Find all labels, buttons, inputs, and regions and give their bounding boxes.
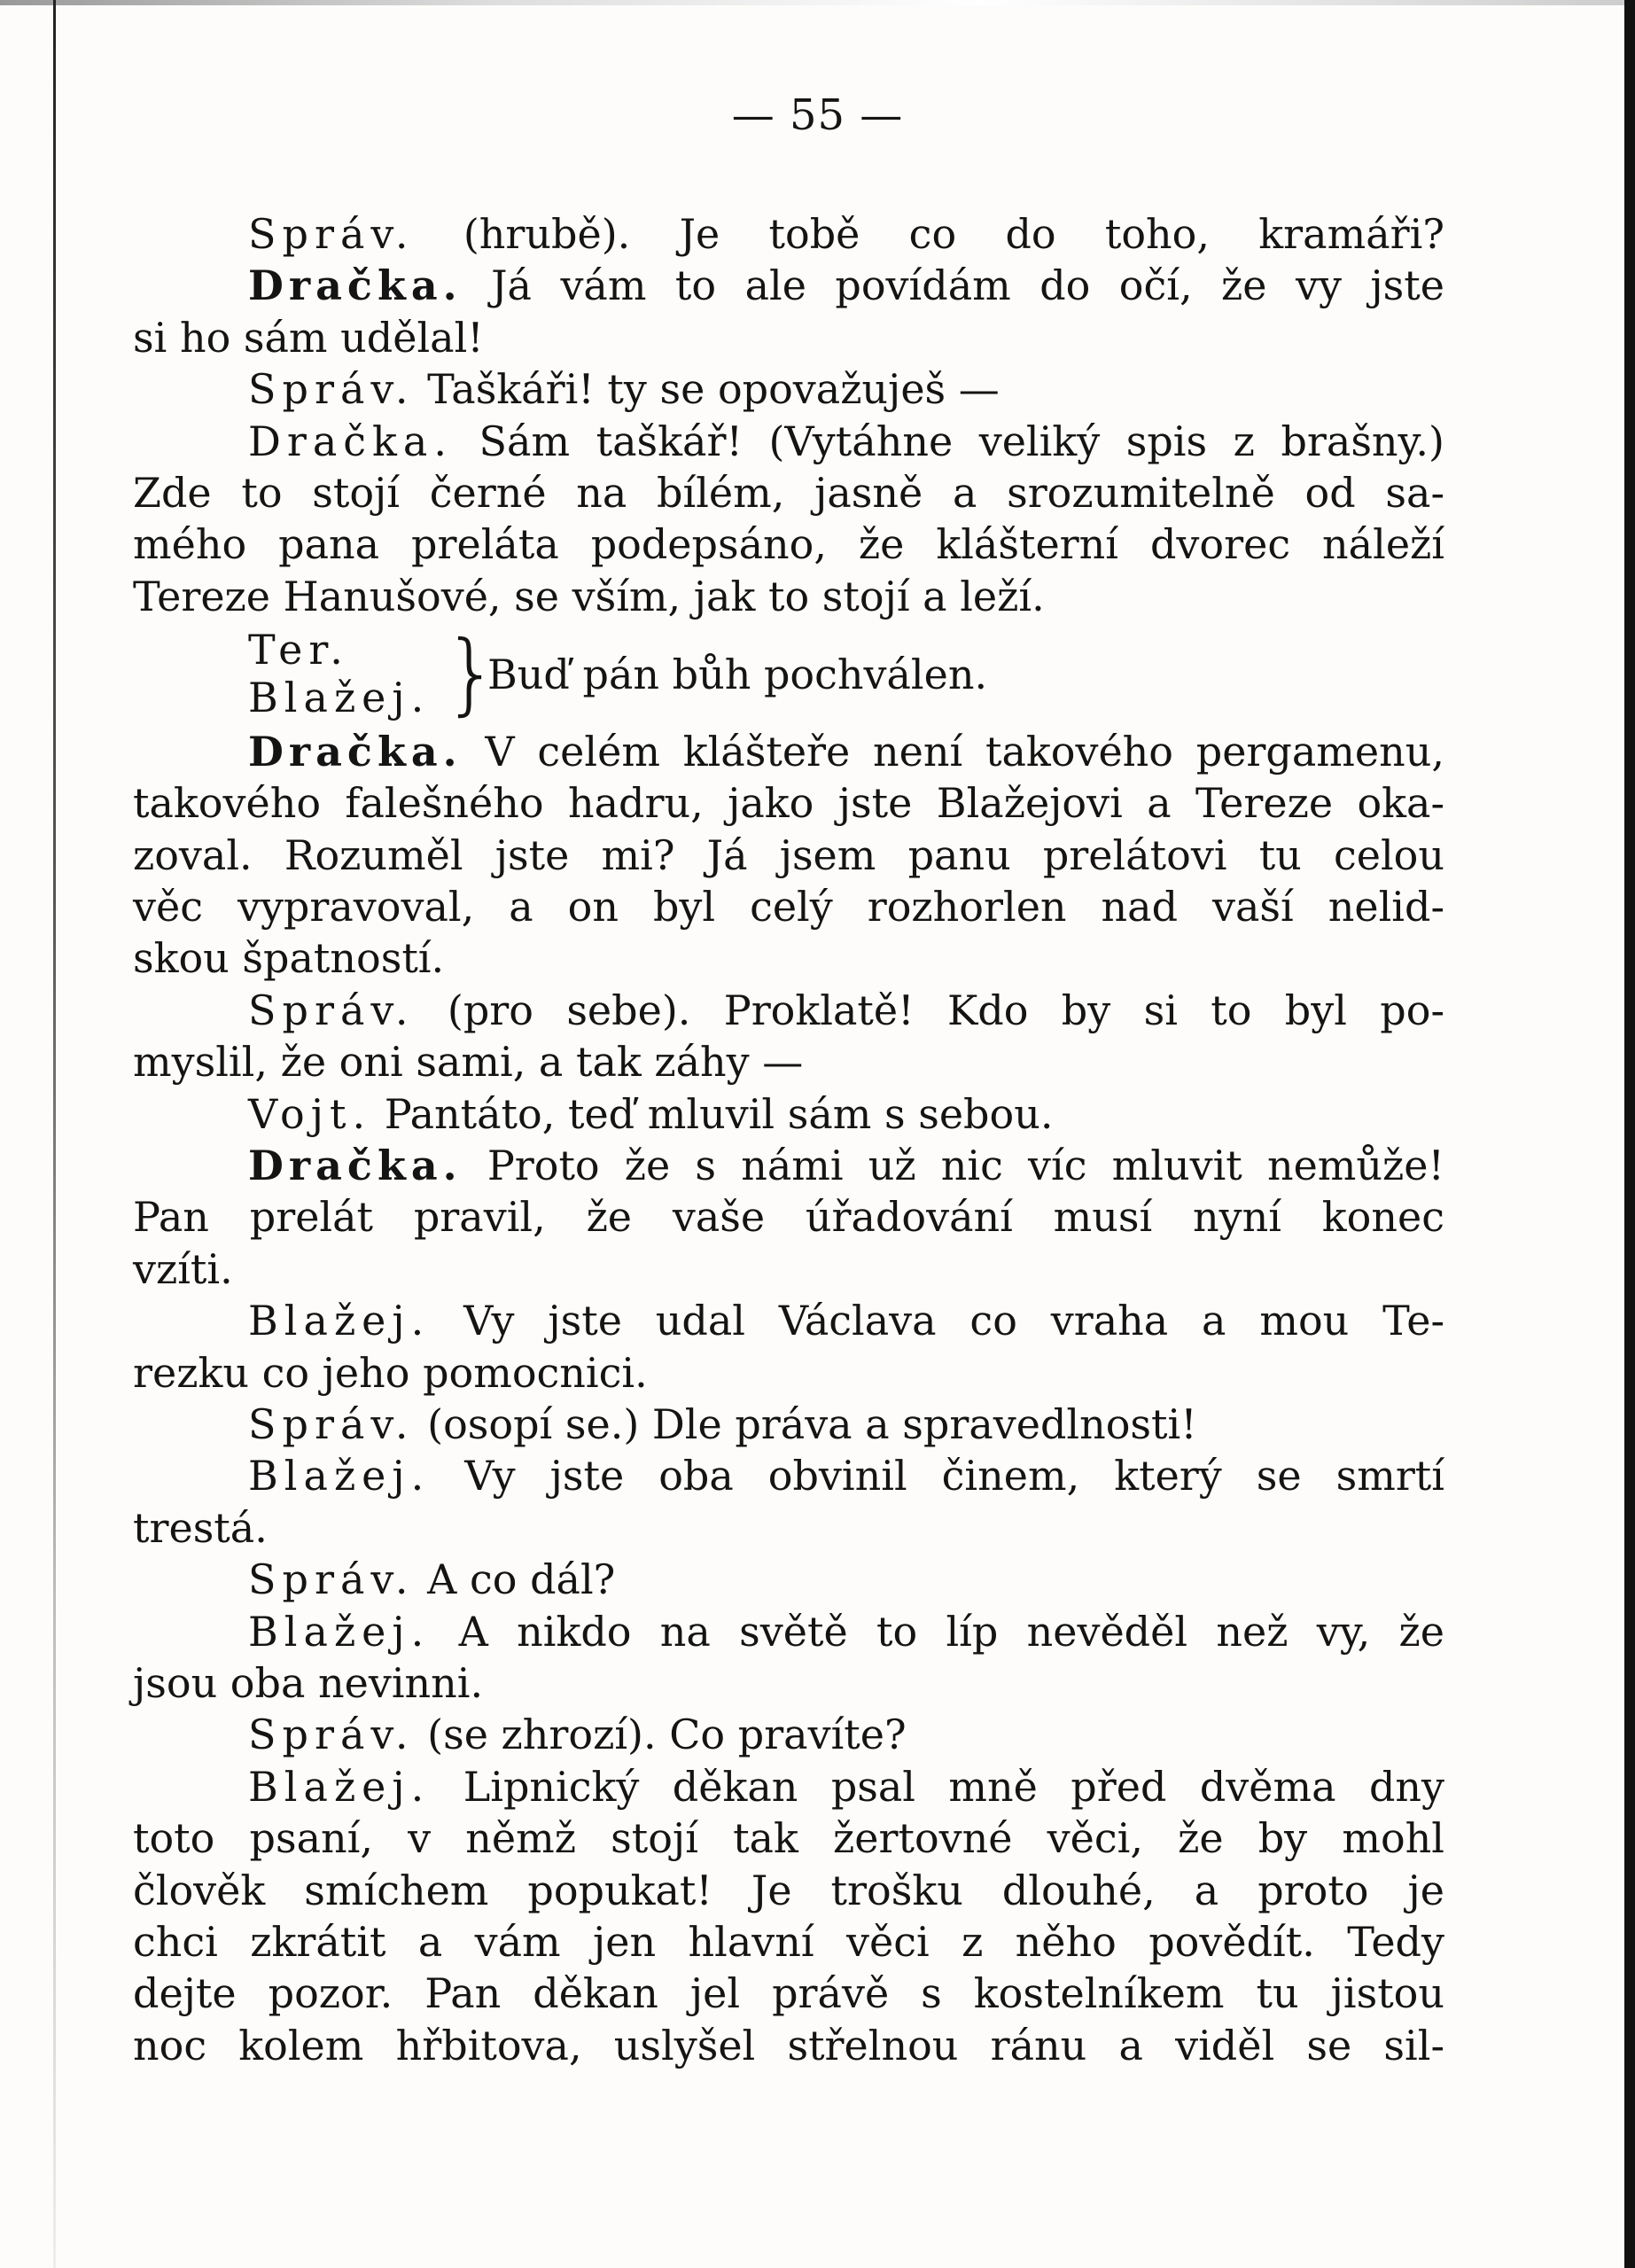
text-line: skou špatností. — [133, 934, 445, 983]
text-line: trestá. — [133, 1503, 268, 1552]
text-line: Vojt. Pantáto, teď mluvil sám s sebou. — [248, 1089, 1054, 1138]
text-line: Zde to stojí černé na bílém, jasně a srozumitelně od sa- — [133, 468, 1444, 517]
page-left-edge — [53, 0, 56, 2268]
text-line: Blažej. Vy jste oba obvinil činem, který se smrtí — [248, 1452, 1445, 1500]
text-line: Dračka. Sám taškář! (Vytáhne veliký spis z brašny.) — [248, 417, 1444, 465]
page-number: — 55 — — [731, 90, 904, 140]
text-line: mého pana preláta podepsáno, že klášterní dvorec náleží — [133, 520, 1444, 569]
text-line: Správ. (osopí se.) Dle práva a spravedlnosti! — [248, 1400, 1197, 1448]
text-line: Správ. Taškáři! ty se opovažuješ — — [248, 365, 1000, 414]
text-line: jsou oba nevinni. — [133, 1658, 484, 1707]
text-line: noc kolem hřbitova, uslyšel střelnou ránu a viděl se sil- — [133, 2021, 1444, 2069]
joint-line: Buď pán bůh pochválen. — [487, 651, 988, 699]
text-line: věc vypravoval, a on byl celý rozhorlen nad vaší nelid- — [133, 883, 1444, 931]
speaker-name: Ter. — [248, 626, 349, 674]
text-line: vzíti. — [133, 1244, 233, 1293]
text-line: člověk smíchem popukat! Je trošku dlouhé, a proto je — [133, 1866, 1444, 1914]
page-right-edge — [1624, 0, 1635, 2268]
text-line: Pan prelát pravil, že vaše úřadování musí nyní konec — [133, 1193, 1444, 1242]
text-line: si ho sám udělal! — [133, 313, 484, 362]
text-line: Blažej. A nikdo na světě to líp nevěděl než vy, že — [248, 1607, 1445, 1656]
text-line: Tereze Hanušové, se vším, jak to stojí a leží. — [133, 572, 1045, 620]
brace-symbol: } — [443, 621, 500, 726]
text-line: Správ. (pro sebe). Proklatě! Kdo by si to byl po- — [248, 986, 1444, 1034]
joint-speakers — [133, 622, 1444, 726]
page-body — [133, 208, 1444, 2071]
speaker-name: Blažej. — [248, 674, 431, 722]
text-line: Správ. A co dál? — [248, 1555, 616, 1604]
text-line: Dračka. Proto že s námi už nic víc mluvit nemůže! — [248, 1142, 1444, 1190]
text-line: zoval. Rozuměl jste mi? Já jsem panu prelátovi tu celou — [133, 830, 1444, 879]
text-line: Blažej. Lipnický děkan psal mně před dvěma dny — [248, 1762, 1445, 1811]
text-line: Správ. (hrubě). Je tobě co do toho, kramáři? — [248, 210, 1444, 258]
text-line: takového falešného hadru, jako jste Blažejovi a Tereze oka- — [133, 779, 1444, 828]
text-line: Dračka. V celém klášteře není takového pergamenu, — [248, 727, 1444, 775]
text-line: myslil, že oni sami, a tak záhy — — [133, 1038, 804, 1087]
page-top-edge — [0, 0, 1635, 5]
text-line: Dračka. Já vám to ale povídám do očí, že vy jste — [248, 261, 1444, 310]
text-line: dejte pozor. Pan děkan jel právě s kostelníkem tu jistou — [133, 1969, 1444, 2018]
text-line: Blažej. Vy jste udal Václava co vraha a mou Te- — [248, 1297, 1444, 1345]
text-line: toto psaní, v němž stojí tak žertovné věci, že by mohl — [133, 1814, 1444, 1863]
text-line: rezku co jeho pomocnici. — [133, 1348, 648, 1397]
text-line: Správ. (se zhrozí). Co pravíte? — [248, 1711, 907, 1759]
text-line: chci zkrátit a vám jen hlavní věci z něho povědít. Tedy — [133, 1917, 1444, 1966]
